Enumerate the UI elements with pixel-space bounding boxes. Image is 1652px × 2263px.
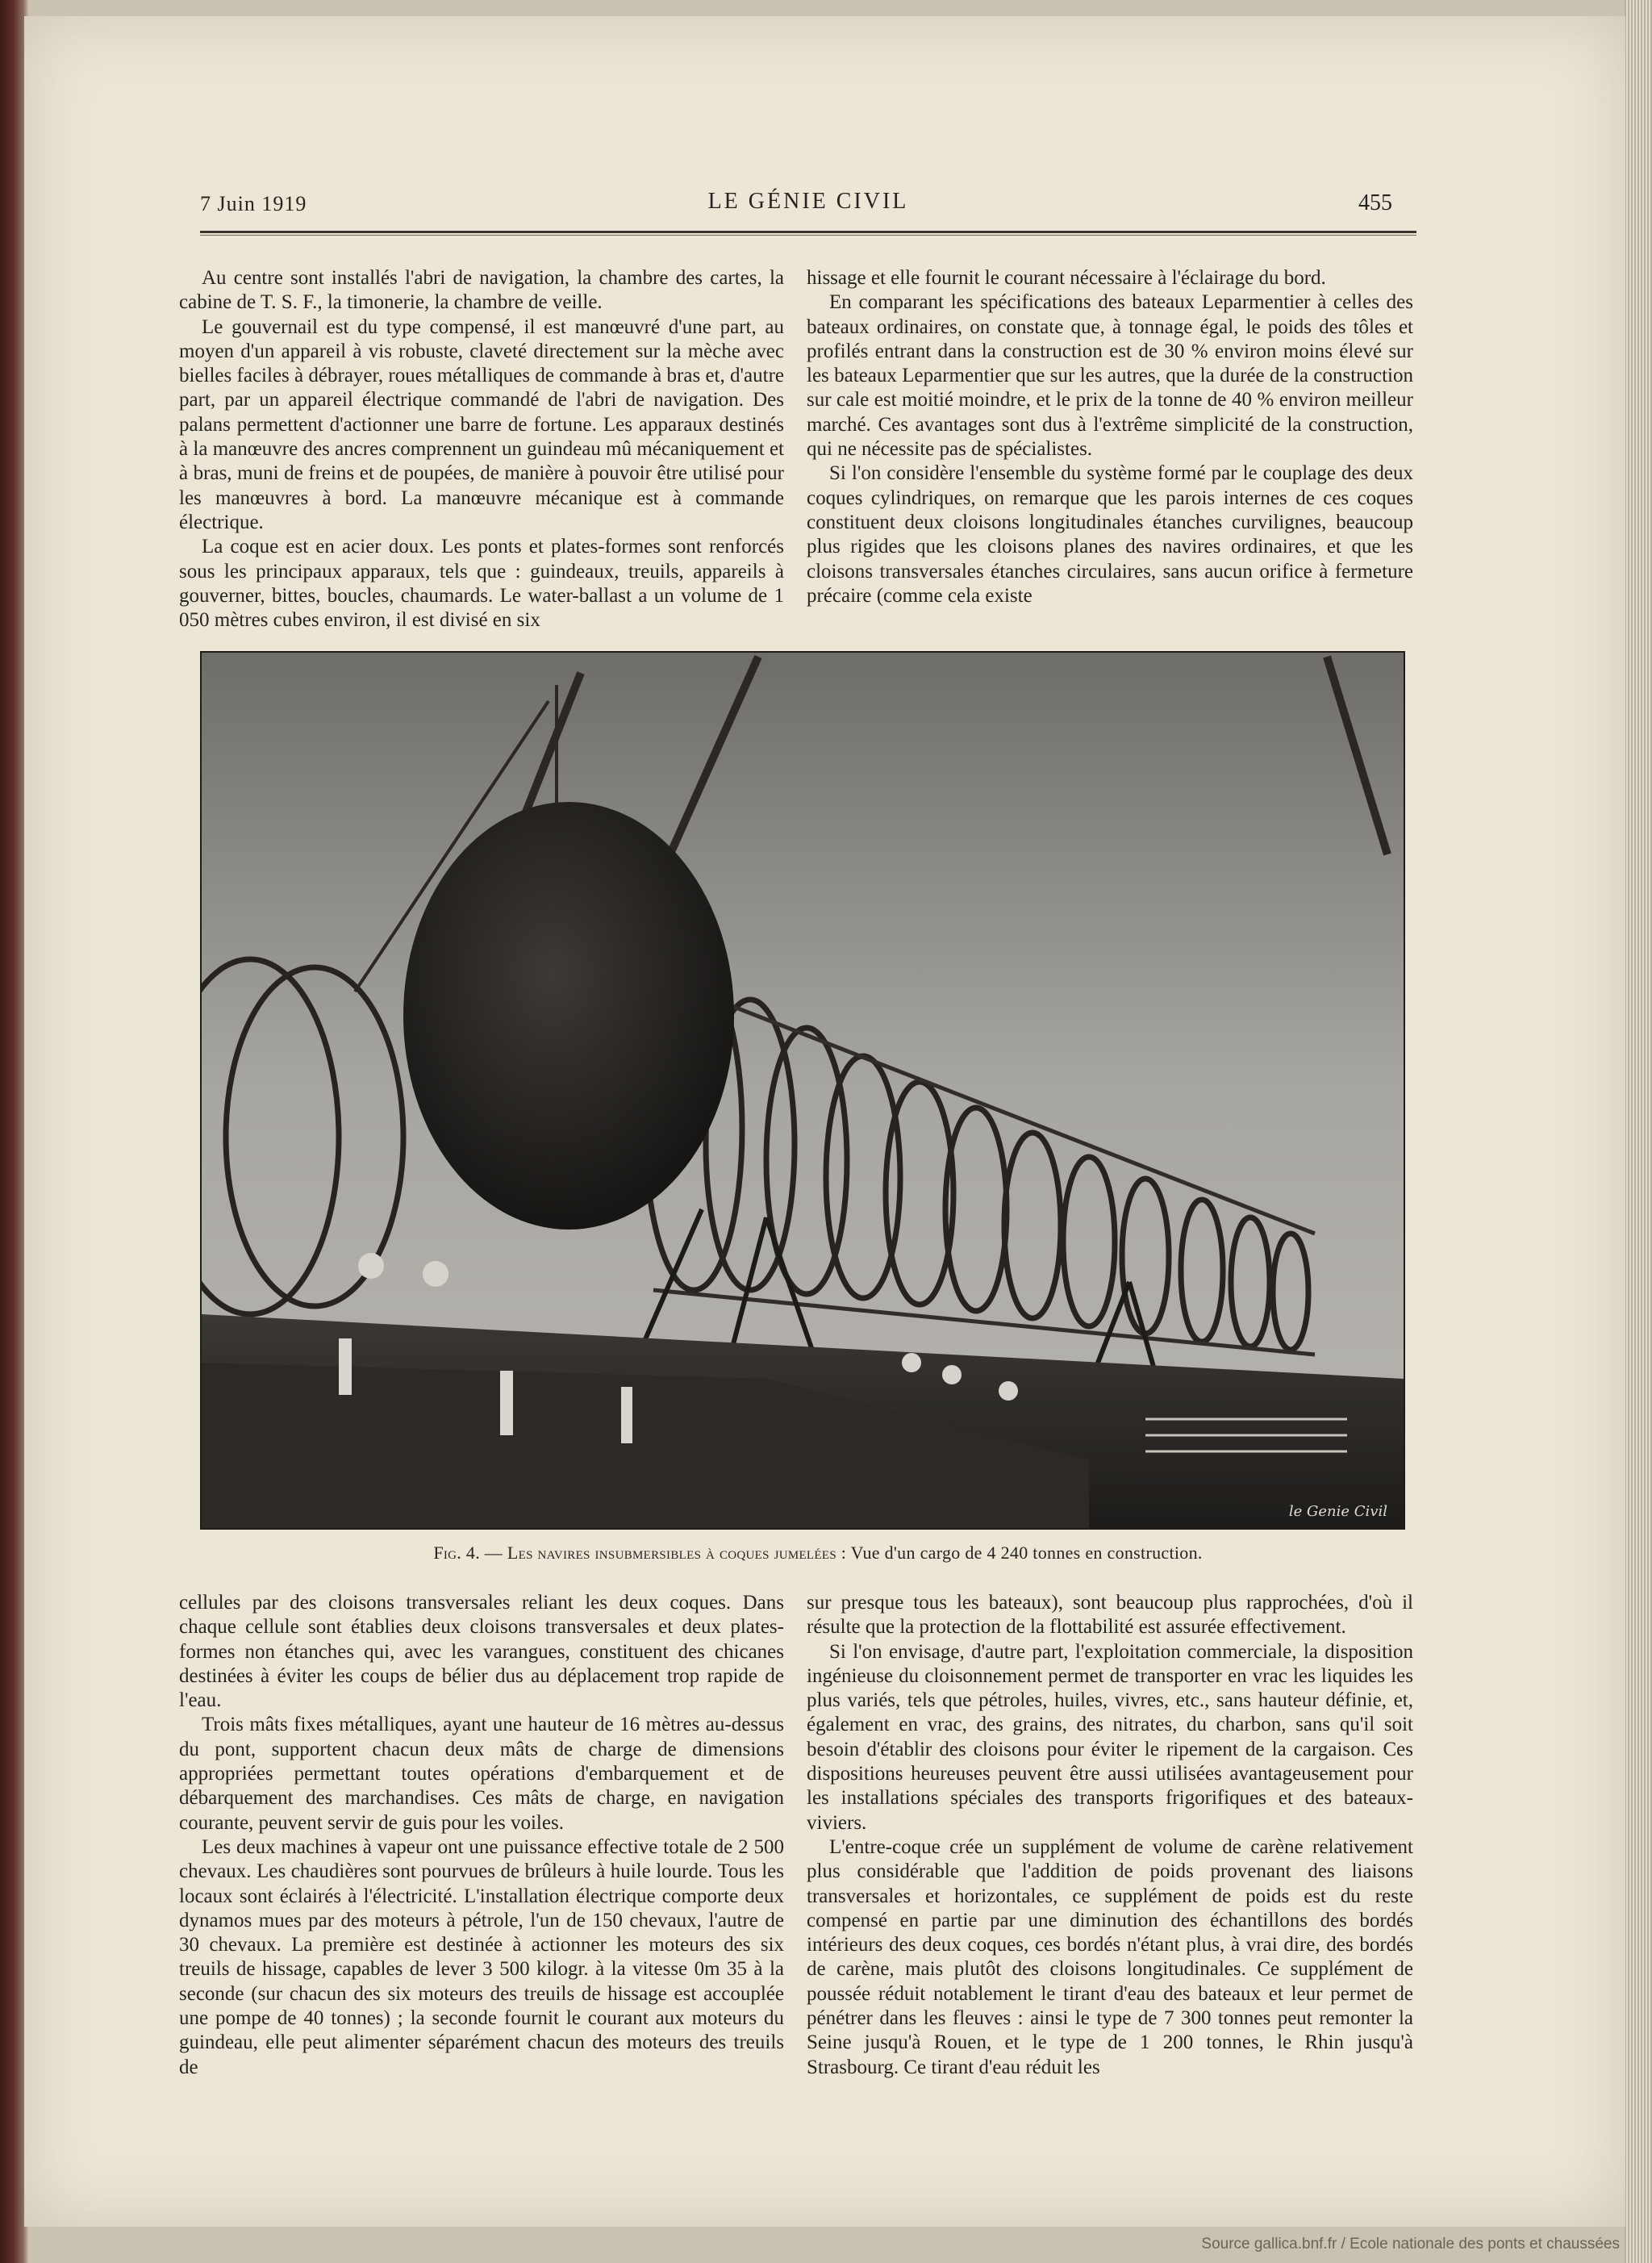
- paragraph: L'entre-coque crée un supplément de volume de carène relativement plus considérable que l'addition de poids provenant des liaisons transversales et horizontales, ce supplément de poids est du reste compensé en partie par une diminution des échantillons des bordés intérieurs des deux coques, ces bordés n'étant plus, à vrai dire, des bordés de carène, mais plutôt des cloisons longitudinales. Ce supplément de poussée réduit notablement le tirant d'eau des bateaux et leur permet de pénétrer dans les fleuves : ainsi le type de 7 300 tonnes peut remonter la Seine jusqu'à Rouen, et le type de 1 200 tonnes, le Rhin jusqu'à Strasbourg. Ce tirant d'eau réduit les: [807, 1835, 1413, 2078]
- paragraph: Les deux machines à vapeur ont une puissance effective totale de 2 500 chevaux. Les chaudières sont pourvues de brûleurs à huile lourde. Tous les locaux sont éclairés à l'électricité. L'installation électrique comporte deux dynamos mues par des moteurs à pétrole, l'un de 150 chevaux, l'autre de 30 chevaux. La première est destinée à actionner les moteurs des six treuils de hissage, capables de lever 3 500 kilogr. à la vitesse 0m 35 à la seconde (sur chacun des six moteurs des treuils de hissage est accouplée une pompe de 40 tonnes) ; la seconde fournit le courant aux moteurs du guindeau, elle peut alimenter séparément chacun des moteurs des treuils de: [179, 1835, 784, 2078]
- journal-title: LE GÉNIE CIVIL: [707, 189, 909, 214]
- caption-prefix: Fig. 4. — Les navires insubmersibles à coques jumelées :: [433, 1543, 847, 1563]
- text-column-top-left: [179, 266, 784, 633]
- text-column-bottom-right: [807, 1591, 1413, 2080]
- page-edges: [1625, 0, 1652, 2263]
- running-header: [200, 187, 1416, 226]
- paragraph: Au centre sont installés l'abri de navigation, la chambre des cartes, la cabine de T. S. F., la timonerie, la chambre de veille.: [179, 267, 784, 314]
- text-column-top-right: [807, 266, 1413, 608]
- photo-signature: le Genie Civil: [1288, 1503, 1387, 1520]
- source-credit: Source gallica.bnf.fr / Ecole nationale des ponts et chaussées: [1201, 2236, 1620, 2253]
- issue-date: 7 Juin 1919: [200, 192, 307, 215]
- paragraph: Trois mâts fixes métalliques, ayant une hauteur de 16 mètres au-dessus du pont, supportent chacun deux mâts de charge de dimensions appropriées permettant toutes opérations d'embarquement et de débarquement des marchandises. Ces mâts de charge, en navigation courante, peuvent servir de guis pour les voiles.: [179, 1714, 784, 1834]
- caption-text: Vue d'un cargo de 4 240 tonnes en construction.: [846, 1543, 1203, 1563]
- paragraph: sur presque tous les bateaux), sont beaucoup plus rapprochées, d'où il résulte que la protection de la flottabilité est assurée effectivement.: [807, 1592, 1413, 1639]
- paragraph: Le gouvernail est du type compensé, il est manœuvré d'une part, au moyen d'un appareil à vis robuste, claveté directement sur la mèche avec bielles faciles à débrayer, roues métalliques de commande à bras et, d'autre part, par un appareil électrique commandé de l'abri de navigation. Des palans permettent d'actionner une barre de fortune. Les apparaux destinés à la manœuvre des ancres comprennent un guindeau mû mécaniquement et à bras, muni de freins et de poupées, de manière à pouvoir être utilisé pour les manœuvres à bord. La manœuvre mécanique est à commande électrique.: [179, 315, 784, 533]
- paragraph: En comparant les spécifications des bateaux Leparmentier à celles des bateaux ordinaires, on constate que, à tonnage égal, le poids des tôles et profilés entrant dans la construction est de 30 % environ moins élevé sur les bateaux Leparmentier que sur les autres, que la durée de la construction sur cale est moitié moindre, et le prix de la tonne de 40 % environ meilleur marché. Ces avantages sont dus à l'extrême simplicité de la construction, qui ne nécessite pas de spécialistes.: [807, 291, 1413, 461]
- page-number: 455: [1358, 190, 1392, 215]
- construction-photograph: [200, 651, 1405, 1530]
- paragraph: cellules par des cloisons transversales reliant les deux coques. Dans chaque cellule sont établies deux cloisons transversales et deux plates-formes non étanches qui, avec les varangues, constituent des chicanes destinées à éviter les coups de bélier dus au déplacement trop rapide de l'eau.: [179, 1592, 784, 1712]
- paragraph: hissage et elle fournit le courant nécessaire à l'éclairage du bord.: [807, 267, 1326, 289]
- paragraph: Si l'on envisage, d'autre part, l'exploitation commerciale, la disposition ingénieuse du cloisonnement permet de transporter en vrac les liquides les plus variés, tels que pétroles, huiles, vivres, etc., sans hauteur définie, et, également en vrac, des grains, des nitrates, du charbon, sans qu'il soit besoin d'établir des cloisons pour éviter le ripement de la cargaison. Ces dispositions heureuses peuvent être aussi utilisées avantageusement pour les installations spéciales des transports frigorifiques et des bateaux-viviers.: [807, 1640, 1413, 1834]
- paragraph: La coque est en acier doux. Les ponts et plates-formes sont renforcés sous les principaux apparaux, tels que : guindeaux, treuils, appareils à gouverner, bittes, boucles, chaumards. Le water-ballast a un volume de 1 050 mètres cubes environ, il est divisé en six: [179, 536, 784, 632]
- figure-caption: [161, 1543, 1475, 1564]
- header-rule: [200, 231, 1416, 233]
- paragraph: Si l'on considère l'ensemble du système formé par le couplage des deux coques cylindriques, on remarque que les parois internes de ces coques constituent deux cloisons longitudinales étanches curvilignes, beaucoup plus rigides que les cloisons planes des navires ordinaires, et que les cloisons transversales étanches circulaires, sans aucun orifice à fermeture précaire (comme cela existe: [807, 462, 1413, 607]
- text-column-bottom-left: [179, 1591, 784, 2080]
- header-rule-thin: [200, 235, 1416, 236]
